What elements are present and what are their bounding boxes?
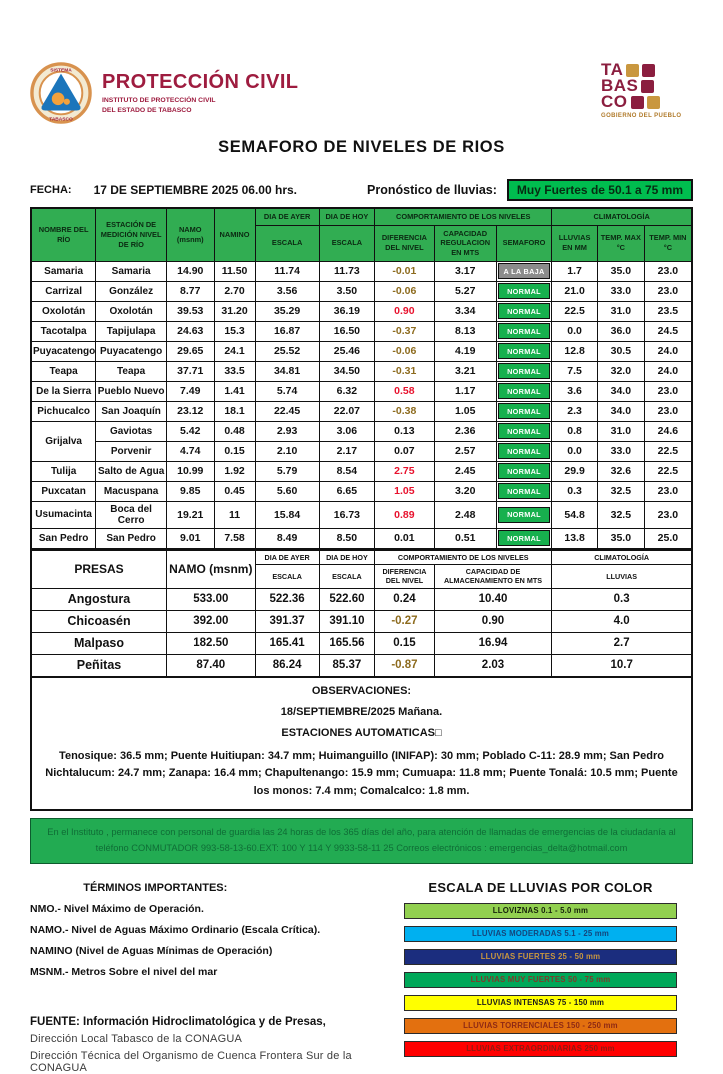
river-row: Carrizal González 8.77 2.70 3.56 3.50 -0.06 5.27 NORMAL 21.0 33.0 23.0 — [31, 281, 692, 301]
nivel-diferencia: 0.13 — [375, 421, 434, 441]
station-name: Macuspana — [96, 481, 167, 501]
nivel-diferencia: -0.27 — [375, 610, 434, 632]
bottom-section — [30, 880, 693, 1074]
observaciones-box — [30, 678, 693, 812]
semaforo-badge: NORMAL — [498, 507, 550, 523]
semaforo-badge: A LA BAJA — [498, 263, 550, 279]
col-header-temp-min: TEMP. MIN °C — [644, 225, 692, 261]
observaciones-title: OBSERVACIONES: — [311, 684, 412, 697]
presas-header-comportamiento: COMPORTAMIENTO DE LOS NIVELES — [375, 550, 552, 564]
presa-name: Malpaso — [31, 632, 167, 654]
org-subtitle-2: DEL ESTADO DE TABASCO — [102, 106, 192, 114]
escala-bar: LLUVIAS TORRENCIALES 150 - 250 mm — [404, 1018, 677, 1034]
river-name: Usumacinta — [31, 501, 96, 528]
river-name: Oxolotán — [31, 301, 96, 321]
termino-item: MSNM.- Metros Sobre el nivel del mar — [30, 965, 218, 978]
termino-item: NAMO.- Nivel de Aguas Máximo Ordinario (Escala Crítica). — [30, 923, 321, 936]
river-row: Puyacatengo Puyacatengo 29.65 24.1 25.52 25.46 -0.06 4.19 NORMAL 12.8 30.5 24.0 — [31, 341, 692, 361]
station-name: Salto de Agua — [96, 461, 167, 481]
nivel-diferencia: -0.38 — [375, 401, 434, 421]
emergency-notice: En el Instituto , permanece con personal de guardia las 24 horas de los 365 días del año, para atención de llamadas de emergencias de la ciudadanía al teléfono CONMUTADOR 993-58-13-60.EXT: 100 Y 114 Y 9933-58-11 25 Correos electrónicos : emergencias_delta@hotmail.com — [30, 818, 693, 864]
semaforo-badge: NORMAL — [498, 403, 550, 419]
col-header-diferencia: DIFERENCIA DEL NIVEL — [375, 225, 434, 261]
meta-row — [30, 179, 693, 201]
svg-text:SISTEMA: SISTEMA — [50, 68, 72, 74]
col-header-comportamiento: COMPORTAMIENTO DE LOS NIVELES — [375, 208, 552, 225]
col-header-namino: NAMINO — [214, 208, 255, 261]
tabasco-word-2: BAS — [601, 76, 639, 96]
presa-name: Chicoasén — [31, 610, 167, 632]
col-header-dia-ayer: DIA DE AYER — [255, 208, 319, 225]
river-name: San Pedro — [31, 528, 96, 549]
station-name: González — [96, 281, 167, 301]
nivel-diferencia: -0.06 — [375, 341, 434, 361]
station-name: San Pedro — [96, 528, 167, 549]
semaforo-badge: NORMAL — [498, 483, 550, 499]
station-name: Pueblo Nuevo — [96, 381, 167, 401]
header — [30, 62, 693, 124]
river-name: Pichucalco — [31, 401, 96, 421]
col-header-temp-max: TEMP. MAX °C — [597, 225, 644, 261]
presa-row: Malpaso 182.50 165.41 165.56 0.15 16.94 2.7 — [31, 632, 692, 654]
presas-header-escala-hoy: ESCALA — [319, 564, 375, 588]
proteccion-civil-emblem-icon — [30, 62, 92, 124]
nivel-diferencia: -0.31 — [375, 361, 434, 381]
presa-row: Chicoasén 392.00 391.37 391.10 -0.27 0.90 4.0 — [31, 610, 692, 632]
river-row: Oxolotán Oxolotán 39.53 31.20 35.29 36.19 0.90 3.34 NORMAL 22.5 31.0 23.5 — [31, 301, 692, 321]
nivel-diferencia: -0.37 — [375, 321, 434, 341]
presa-row: Peñitas 87.40 86.24 85.37 -0.87 2.03 10.7 — [31, 654, 692, 677]
col-header-escala-ayer: ESCALA — [255, 225, 319, 261]
river-name: Tacotalpa — [31, 321, 96, 341]
observaciones-date: 18/SEPTIEMBRE/2025 Mañana. — [280, 705, 443, 718]
col-header-semaforo: SEMAFORO — [496, 225, 552, 261]
nivel-diferencia: -0.87 — [375, 654, 434, 677]
rivers-table — [30, 207, 693, 550]
station-name: Tapijulapa — [96, 321, 167, 341]
observaciones-stations-title: ESTACIONES AUTOMATICAS□ — [281, 726, 442, 739]
rivers-body — [31, 261, 692, 549]
tabasco-glyph-icon — [642, 64, 655, 77]
org-title: PROTECCIÓN CIVIL — [102, 71, 299, 94]
station-name: Gaviotas — [96, 421, 167, 441]
nivel-diferencia: 1.05 — [375, 481, 434, 501]
col-header-escala-hoy: ESCALA — [319, 225, 375, 261]
station-name: Puyacatengo — [96, 341, 167, 361]
semaforo-badge: NORMAL — [498, 343, 550, 359]
presas-header-namo: NAMO (msnm) — [167, 550, 256, 588]
escala-bar: LLUVIAS FUERTES 25 - 50 mm — [404, 949, 677, 965]
fuente-line3: Dirección Técnica del Organismo de Cuenca Frontera Sur de la CONAGUA — [30, 1049, 352, 1074]
org-subtitle-1: INSTITUTO DE PROTECCIÓN CIVIL — [102, 97, 216, 105]
presas-header-escala-ayer: ESCALA — [255, 564, 319, 588]
escala-bar: LLUVIAS MODERADAS 5.1 - 25 mm — [404, 926, 677, 942]
nivel-diferencia: 0.90 — [375, 301, 434, 321]
river-name: Samaria — [31, 261, 96, 281]
termino-item: NAMINO (Nivel de Aguas Mínimas de Operación) — [30, 944, 273, 957]
termino-item: NMO.- Nivel Máximo de Operación. — [30, 902, 204, 915]
tabasco-word-1: TA — [601, 60, 624, 79]
tabasco-glyph-icon — [631, 96, 644, 109]
station-name: Porvenir — [96, 441, 167, 461]
nivel-diferencia: 0.24 — [375, 588, 434, 610]
river-name: Carrizal — [31, 281, 96, 301]
fecha-label: FECHA: — [30, 184, 72, 196]
col-header-namo: NAMO (msnm) — [166, 208, 214, 261]
tabasco-word-3: CO — [601, 92, 628, 112]
semaforo-badge: NORMAL — [498, 423, 550, 439]
presas-header-diferencia: DIFERENCIA DEL NIVEL — [375, 564, 434, 588]
station-name: Teapa — [96, 361, 167, 381]
semaforo-badge: NORMAL — [498, 463, 550, 479]
presas-header-hoy: DIA DE HOY — [319, 550, 375, 564]
escala-bar: LLUVIAS INTENSAS 75 - 150 mm — [404, 995, 677, 1011]
river-row: Porvenir 4.74 0.15 2.10 2.17 0.07 2.57 NORMAL 0.0 33.0 22.5 — [31, 441, 692, 461]
river-row: Usumacinta Boca del Cerro 19.21 11 15.84 16.73 0.89 2.48 NORMAL 54.8 32.5 23.0 — [31, 501, 692, 528]
river-row: Grijalva Gaviotas 5.42 0.48 2.93 3.06 0.13 2.36 NORMAL 0.8 31.0 24.6 — [31, 421, 692, 441]
pronostico-badge: Muy Fuertes de 50.1 a 75 mm — [507, 179, 693, 201]
river-name: Teapa — [31, 361, 96, 381]
river-row: San Pedro San Pedro 9.01 7.58 8.49 8.50 0.01 0.51 NORMAL 13.8 35.0 25.0 — [31, 528, 692, 549]
col-header-estacion: ESTACIÓN DE MEDICIÓN NIVEL DE RÍO — [96, 208, 167, 261]
station-name: Samaria — [96, 261, 167, 281]
col-header-capacidad: CAPACIDAD REGULACION EN MTS — [434, 225, 496, 261]
pronostico-label: Pronóstico de lluvias: — [367, 183, 497, 197]
fuente-line1: FUENTE: Información Hidroclimatológica y de Presas, — [30, 1015, 326, 1028]
river-row: Pichucalco San Joaquín 23.12 18.1 22.45 22.07 -0.38 1.05 NORMAL 2.3 34.0 23.0 — [31, 401, 692, 421]
nivel-diferencia: 0.07 — [375, 441, 434, 461]
river-row: Tacotalpa Tapijulapa 24.63 15.3 16.87 16.50 -0.37 8.13 NORMAL 0.0 36.0 24.5 — [31, 321, 692, 341]
fuente-block — [30, 1016, 388, 1074]
presas-table — [30, 550, 693, 678]
station-name: Boca del Cerro — [96, 501, 167, 528]
col-header-climatologia: CLIMATOLOGÍA — [552, 208, 692, 225]
presas-header-ayer: DIA DE AYER — [255, 550, 319, 564]
escala-bar: LLUVIAS EXTRAORDINARIAS 250 mm — [404, 1041, 677, 1057]
semaforo-badge: NORMAL — [498, 283, 550, 299]
river-row: De la Sierra Pueblo Nuevo 7.49 1.41 5.74 6.32 0.58 1.17 NORMAL 3.6 34.0 23.0 — [31, 381, 692, 401]
semaforo-badge: NORMAL — [498, 303, 550, 319]
svg-text:TABASCO: TABASCO — [49, 117, 73, 123]
river-name: Puyacatengo — [31, 341, 96, 361]
presa-name: Angostura — [31, 588, 167, 610]
semaforo-badge: NORMAL — [498, 383, 550, 399]
presas-body — [31, 588, 692, 677]
nivel-diferencia: 0.15 — [375, 632, 434, 654]
river-name: Tulija — [31, 461, 96, 481]
terminos-title: TÉRMINOS IMPORTANTES: — [83, 881, 228, 894]
nivel-diferencia: -0.01 — [375, 261, 434, 281]
river-row: Samaria Samaria 14.90 11.50 11.74 11.73 -0.01 3.17 A LA BAJA 1.7 35.0 23.0 — [31, 261, 692, 281]
presa-name: Peñitas — [31, 654, 167, 677]
nivel-diferencia: 0.58 — [375, 381, 434, 401]
river-row: Teapa Teapa 37.71 33.5 34.81 34.50 -0.31 3.21 NORMAL 7.5 32.0 24.0 — [31, 361, 692, 381]
river-row: Tulija Salto de Agua 10.99 1.92 5.79 8.54 2.75 2.45 NORMAL 29.9 32.6 22.5 — [31, 461, 692, 481]
station-name: San Joaquín — [96, 401, 167, 421]
presas-header-lluvias: LLUVIAS — [552, 564, 692, 588]
col-header-nombre-rio: NOMBRE DEL RÍO — [31, 208, 96, 261]
page-title: SEMAFORO DE NIVELES DE RIOS — [218, 138, 505, 156]
nivel-diferencia: 2.75 — [375, 461, 434, 481]
presas-header: PRESAS — [31, 550, 167, 588]
escala-title: ESCALA DE LLUVIAS POR COLOR — [428, 879, 653, 895]
presas-header-capacidad: CAPACIDAD DE ALMACENAMIENTO EN MTS — [434, 564, 552, 588]
semaforo-badge: NORMAL — [498, 363, 550, 379]
observaciones-body: Tenosique: 36.5 mm; Puente Huitiupan: 34.7 mm; Huimanguillo (INIFAP): 30 mm; Poblado C-11: 28.9 mm; San Pedro Nichtalucum: 24.7 mm; Zanapa: 16.4 mm; Chapultenango: 15.9 mm; Cumuapa: 11.8 mm; Puente Tonalá: 10.5 mm; Puente los monos: 7.4 mm; Comalcalco: 1.8 mm. — [45, 749, 678, 797]
presas-header-climatologia: CLIMATOLOGÍA — [552, 550, 692, 564]
station-name: Oxolotán — [96, 301, 167, 321]
river-name: De la Sierra — [31, 381, 96, 401]
fecha-value: 17 DE SEPTIEMBRE 2025 06.00 hrs. — [93, 183, 297, 197]
terminos-list — [30, 903, 388, 978]
escala-bar: LLUVIAS MUY FUERTES 50 - 75 mm — [404, 972, 677, 988]
nivel-diferencia: -0.06 — [375, 281, 434, 301]
river-row: Puxcatan Macuspana 9.85 0.45 5.60 6.65 1.05 3.20 NORMAL 0.3 32.5 23.0 — [31, 481, 692, 501]
semaforo-badge: NORMAL — [498, 530, 550, 546]
nivel-diferencia: 0.89 — [375, 501, 434, 528]
tabasco-logo — [601, 62, 693, 119]
escala-legend — [388, 903, 693, 1057]
river-name: Grijalva — [31, 421, 96, 461]
presa-row: Angostura 533.00 522.36 522.60 0.24 10.40 0.3 — [31, 588, 692, 610]
semaforo-badge: NORMAL — [498, 443, 550, 459]
escala-bar: LLOVIZNAS 0.1 - 5.0 mm — [404, 903, 677, 919]
tabasco-glyph-icon — [641, 80, 654, 93]
tabasco-glyph-icon — [626, 64, 639, 77]
semaforo-badge: NORMAL — [498, 323, 550, 339]
tabasco-motto: GOBIERNO DEL PUEBLO — [601, 113, 682, 120]
nivel-diferencia: 0.01 — [375, 528, 434, 549]
river-name: Puxcatan — [31, 481, 96, 501]
tabasco-glyph-icon — [647, 96, 660, 109]
fuente-line2: Dirección Local Tabasco de la CONAGUA — [30, 1032, 243, 1045]
col-header-lluvias: LLUVIAS EN MM — [552, 225, 598, 261]
col-header-dia-hoy: DIA DE HOY — [319, 208, 375, 225]
